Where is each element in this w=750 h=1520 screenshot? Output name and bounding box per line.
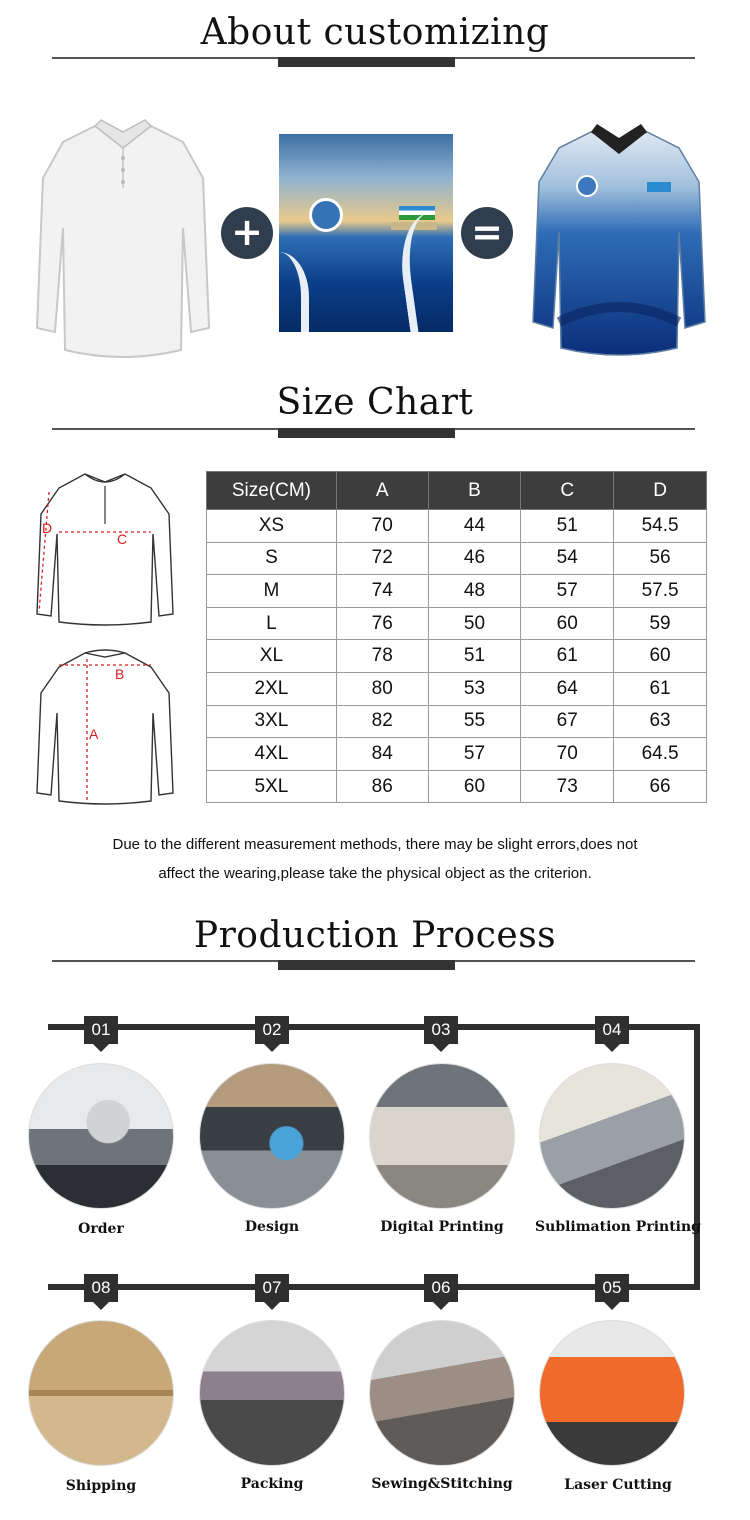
measure-label-d: D xyxy=(42,520,53,536)
table-cell: 60 xyxy=(614,640,707,673)
table-cell: 59 xyxy=(614,607,707,640)
table-cell: M xyxy=(207,575,337,608)
step-label-digital-printing: Digital Printing xyxy=(380,1219,504,1235)
order-photo xyxy=(28,1063,174,1209)
equals-icon: = xyxy=(461,207,513,259)
step-number-04: 04 xyxy=(595,1016,629,1044)
table-cell: 50 xyxy=(428,607,521,640)
table-row xyxy=(207,510,707,543)
header-size: Size(CM) xyxy=(207,472,337,510)
fish-logo-icon xyxy=(309,198,343,232)
step-number-03: 03 xyxy=(424,1016,458,1044)
table-row xyxy=(207,672,707,705)
table-cell: 53 xyxy=(428,672,521,705)
table-cell: 78 xyxy=(336,640,428,673)
size-chart-title: Size Chart xyxy=(276,382,474,423)
table-cell: 64.5 xyxy=(614,738,707,771)
table-cell: 61 xyxy=(521,640,614,673)
table-cell: 54.5 xyxy=(614,510,707,543)
table-cell: 2XL xyxy=(207,672,337,705)
step-label-shipping: Shipping xyxy=(65,1478,137,1494)
step-number-01: 01 xyxy=(84,1016,118,1044)
design-artwork-image xyxy=(279,134,453,332)
table-cell: 57 xyxy=(521,575,614,608)
size-table xyxy=(206,471,707,803)
header-d: D xyxy=(614,472,707,510)
table-cell: 70 xyxy=(336,510,428,543)
plain-shirt-image xyxy=(33,118,213,360)
table-row xyxy=(207,640,707,673)
table-cell: 57 xyxy=(428,738,521,771)
table-cell: 60 xyxy=(428,770,521,803)
packing-photo xyxy=(199,1320,345,1466)
step-number-05: 05 xyxy=(595,1274,629,1302)
table-cell: 82 xyxy=(336,705,428,738)
table-cell: 4XL xyxy=(207,738,337,771)
step-label-order: Order xyxy=(78,1221,124,1237)
table-cell: 44 xyxy=(428,510,521,543)
table-row xyxy=(207,542,707,575)
table-cell: 46 xyxy=(428,542,521,575)
production-title: Production Process xyxy=(193,915,557,956)
table-cell: 84 xyxy=(336,738,428,771)
title-accent-bar xyxy=(278,960,455,970)
laser-cutting-photo xyxy=(539,1320,685,1466)
design-photo xyxy=(199,1063,345,1209)
table-cell: 80 xyxy=(336,672,428,705)
table-cell: L xyxy=(207,607,337,640)
table-cell: 63 xyxy=(614,705,707,738)
table-row xyxy=(207,738,707,771)
table-cell: 51 xyxy=(428,640,521,673)
table-cell: 48 xyxy=(428,575,521,608)
customizing-title: About customizing xyxy=(200,12,550,53)
digital-printing-photo xyxy=(369,1063,515,1209)
step-label-packing: Packing xyxy=(240,1476,304,1492)
sublimation-printing-photo xyxy=(539,1063,685,1209)
plus-icon: + xyxy=(221,207,273,259)
table-row xyxy=(207,575,707,608)
table-cell: 72 xyxy=(336,542,428,575)
measurement-note-line-2: affect the wearing,please take the physical object as the criterion. xyxy=(158,865,592,882)
table-cell: 66 xyxy=(614,770,707,803)
header-b: B xyxy=(428,472,521,510)
table-cell: 54 xyxy=(521,542,614,575)
header-c: C xyxy=(521,472,614,510)
header-a: A xyxy=(336,472,428,510)
table-cell: 55 xyxy=(428,705,521,738)
table-row xyxy=(207,705,707,738)
size-table-header-row xyxy=(207,472,707,510)
table-cell: 64 xyxy=(521,672,614,705)
table-cell: 76 xyxy=(336,607,428,640)
title-accent-bar xyxy=(278,428,455,438)
measure-label-c: C xyxy=(117,531,128,547)
step-number-08: 08 xyxy=(84,1274,118,1302)
table-cell: 3XL xyxy=(207,705,337,738)
table-cell: 70 xyxy=(521,738,614,771)
shirt-front-measurement-diagram xyxy=(33,468,178,628)
shirt-back-measurement-diagram xyxy=(33,645,178,807)
table-cell: 73 xyxy=(521,770,614,803)
table-cell: 57.5 xyxy=(614,575,707,608)
table-cell: 86 xyxy=(336,770,428,803)
table-cell: 67 xyxy=(521,705,614,738)
printed-shirt-image xyxy=(529,122,709,358)
table-cell: 60 xyxy=(521,607,614,640)
table-cell: XS xyxy=(207,510,337,543)
table-cell: 51 xyxy=(521,510,614,543)
table-cell: S xyxy=(207,542,337,575)
table-cell: 56 xyxy=(614,542,707,575)
sewing-photo xyxy=(369,1320,515,1466)
measure-label-b: B xyxy=(115,666,125,682)
step-label-sewing-stitching: Sewing&Stitching xyxy=(371,1476,513,1492)
step-number-07: 07 xyxy=(255,1274,289,1302)
step-label-design: Design xyxy=(244,1219,300,1235)
step-label-sublimation-printing: Sublimation Printing xyxy=(535,1219,701,1235)
measure-label-a: A xyxy=(89,726,99,742)
table-cell: 74 xyxy=(336,575,428,608)
shipping-photo xyxy=(28,1320,174,1466)
table-cell: 5XL xyxy=(207,770,337,803)
process-track-right xyxy=(694,1024,700,1289)
title-accent-bar xyxy=(278,57,455,67)
step-number-06: 06 xyxy=(424,1274,458,1302)
step-label-laser-cutting: Laser Cutting xyxy=(564,1477,672,1493)
table-cell: 61 xyxy=(614,672,707,705)
table-row xyxy=(207,770,707,803)
step-number-02: 02 xyxy=(255,1016,289,1044)
table-cell: XL xyxy=(207,640,337,673)
table-row xyxy=(207,607,707,640)
measurement-note-line-1: Due to the different measurement methods, there may be slight errors,does not xyxy=(112,836,638,853)
